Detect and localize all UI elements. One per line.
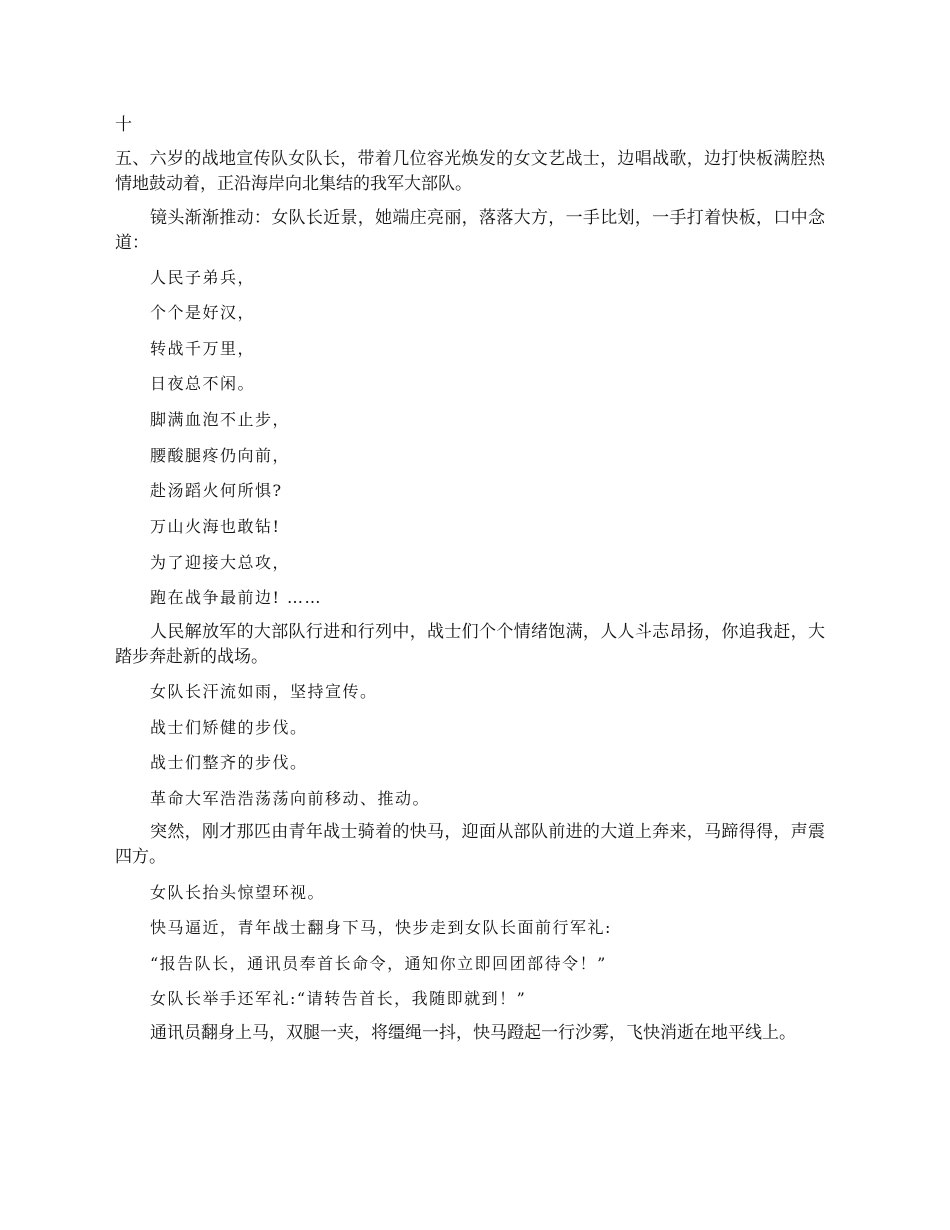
verse-line: 赴汤蹈火何所惧? — [150, 481, 283, 500]
paragraph: 通讯员翻身上马，双腿一夹，将缰绳一抖，快马蹬起一行沙雾，飞快消逝在地平线上。 — [150, 1023, 796, 1043]
verse-line: 腰酸腿疼仍向前， — [150, 446, 291, 465]
script-line: 战士们矫健的步伐。 — [150, 718, 308, 737]
paragraph: 镜头渐渐推动：女队长近景，她端庄亮丽，落落大方，一手比划，一手打着快板，口中念道： — [115, 208, 825, 253]
verse-line: 转战千万里， — [150, 339, 256, 358]
verse-line: 万山火海也敢钻! — [150, 517, 281, 536]
verse-line: 为了迎接大总攻， — [150, 553, 291, 572]
verse-line: 日夜总不闲。 — [150, 374, 256, 393]
heading-fragment: 十 — [115, 115, 132, 135]
verse-line: 个个是好汉， — [150, 303, 256, 322]
script-line: 女队长抬头惊望环视。 — [150, 883, 326, 902]
paragraph: 五、六岁的战地宣传队女队长，带着几位容光焕发的女文艺战士，边唱战歌，边打快板满腔热情地鼓动着，正沿海岸向北集结的我军大部队。 — [115, 149, 825, 194]
script-line: 女队长汗流如雨，坚持宣传。 — [150, 682, 378, 701]
script-line: 革命大军浩浩荡荡向前移动、推动。 — [150, 789, 431, 808]
paragraph: 突然，刚才那匹由青年战士骑着的快马，迎面从部队前进的大道上奔来，马蹄得得，声震四方。 — [115, 822, 825, 867]
paragraph: 人民解放军的大部队行进和行列中，战士们个个情绪饱满，人人斗志昂扬，你追我赶，大踏步奔赴新的战场。 — [115, 622, 825, 667]
dialogue-line: 女队长举手还军礼:“请转告首长，我随即就到！” — [150, 989, 527, 1008]
script-line: 战士们整齐的步伐。 — [150, 753, 308, 772]
verse-line: 人民子弟兵， — [150, 268, 256, 287]
script-line: 快马逼近，青年战士翻身下马，快步走到女队长面前行军礼: — [150, 918, 612, 937]
verse-line: 脚满血泡不止步， — [150, 410, 291, 429]
verse-line: 跑在战争最前边! …… — [150, 588, 323, 607]
dialogue-line: “报告队长，通讯员奉首长命令，通知你立即回团部待令！” — [150, 954, 607, 973]
